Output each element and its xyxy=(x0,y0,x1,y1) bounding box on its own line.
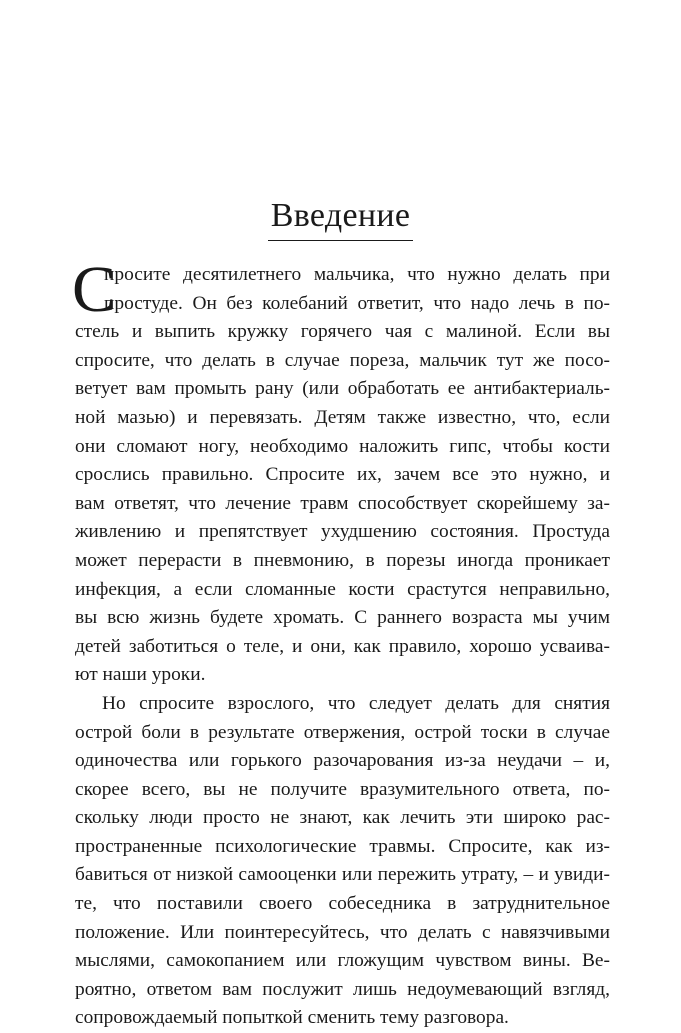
body-text xyxy=(72,253,610,1033)
text-line: стель и выпить кружку горячего чая с малиной. Если вы xyxy=(75,321,610,343)
text-line: они сломают ногу, необходимо наложить гипс, чтобы кости xyxy=(75,435,610,457)
text-line: ветует вам промыть рану (или обработать ее антибактериаль- xyxy=(75,378,610,400)
text-line: бавиться от низкой самооценки или пережить утрату, – и увиди- xyxy=(75,864,610,886)
text-line: пространенные психологические травмы. Спросите, как из- xyxy=(75,835,610,857)
text-line: скорее всего, вы не получите вразумительного ответа, по- xyxy=(75,778,610,800)
text-line: живлению и препятствует ухудшению состояния. Простуда xyxy=(75,521,610,543)
drop-cap: С xyxy=(72,253,117,326)
text-line: вам ответят, что лечение травм способствует скорейшему за- xyxy=(75,492,610,514)
text-line: мыслями, самокопанием или гложущим чувством вины. Ве- xyxy=(75,950,610,972)
text-line: простуде. Он без колебаний ответит, что надо лечь в по- xyxy=(104,292,610,314)
text-line: острой боли в результате отвержения, острой тоски в случае xyxy=(75,721,610,743)
text-line: ной мазью) и перевязать. Детям также известно, что, если xyxy=(75,406,610,428)
text-line: просите десятилетнего мальчика, что нужно делать при xyxy=(104,264,610,285)
text-line: детей заботиться о теле, и они, как правило, хорошо усваива- xyxy=(75,635,610,657)
text-line: может перерасти в пневмонию, в порезы иногда проникает xyxy=(75,549,610,571)
text-line: сопровождаемый попыткой сменить тему разговора. xyxy=(75,1007,509,1029)
text-line: положение. Или поинтересуйтесь, что делать с навязчивыми xyxy=(75,921,610,943)
text-line: те, что поставили своего собеседника в затруднительное xyxy=(75,893,610,915)
text-line: скольку люди просто не знают, как лечить эти широко рас- xyxy=(75,807,610,829)
text-line: спросите, что делать в случае пореза, мальчик тут же посо- xyxy=(75,349,610,371)
chapter-title: Введение xyxy=(268,196,413,241)
text-line: роятно, ответом вам послужит лишь недоумевающий взгляд, xyxy=(75,978,610,1000)
text-line: одиночества или горького разочарования из-за неудачи – и, xyxy=(75,750,610,772)
chapter-heading xyxy=(0,196,681,241)
text-line: ют наши уроки. xyxy=(75,664,206,686)
text-line: вы всю жизнь будете хромать. С раннего возраста мы учим xyxy=(75,607,610,629)
text-line: инфекция, а если сломанные кости срастутся неправильно, xyxy=(75,578,610,600)
text-line: Но спросите взрослого, что следует делать для снятия xyxy=(102,692,610,714)
text-line: срослись правильно. Спросите их, зачем все это нужно, и xyxy=(75,464,610,486)
